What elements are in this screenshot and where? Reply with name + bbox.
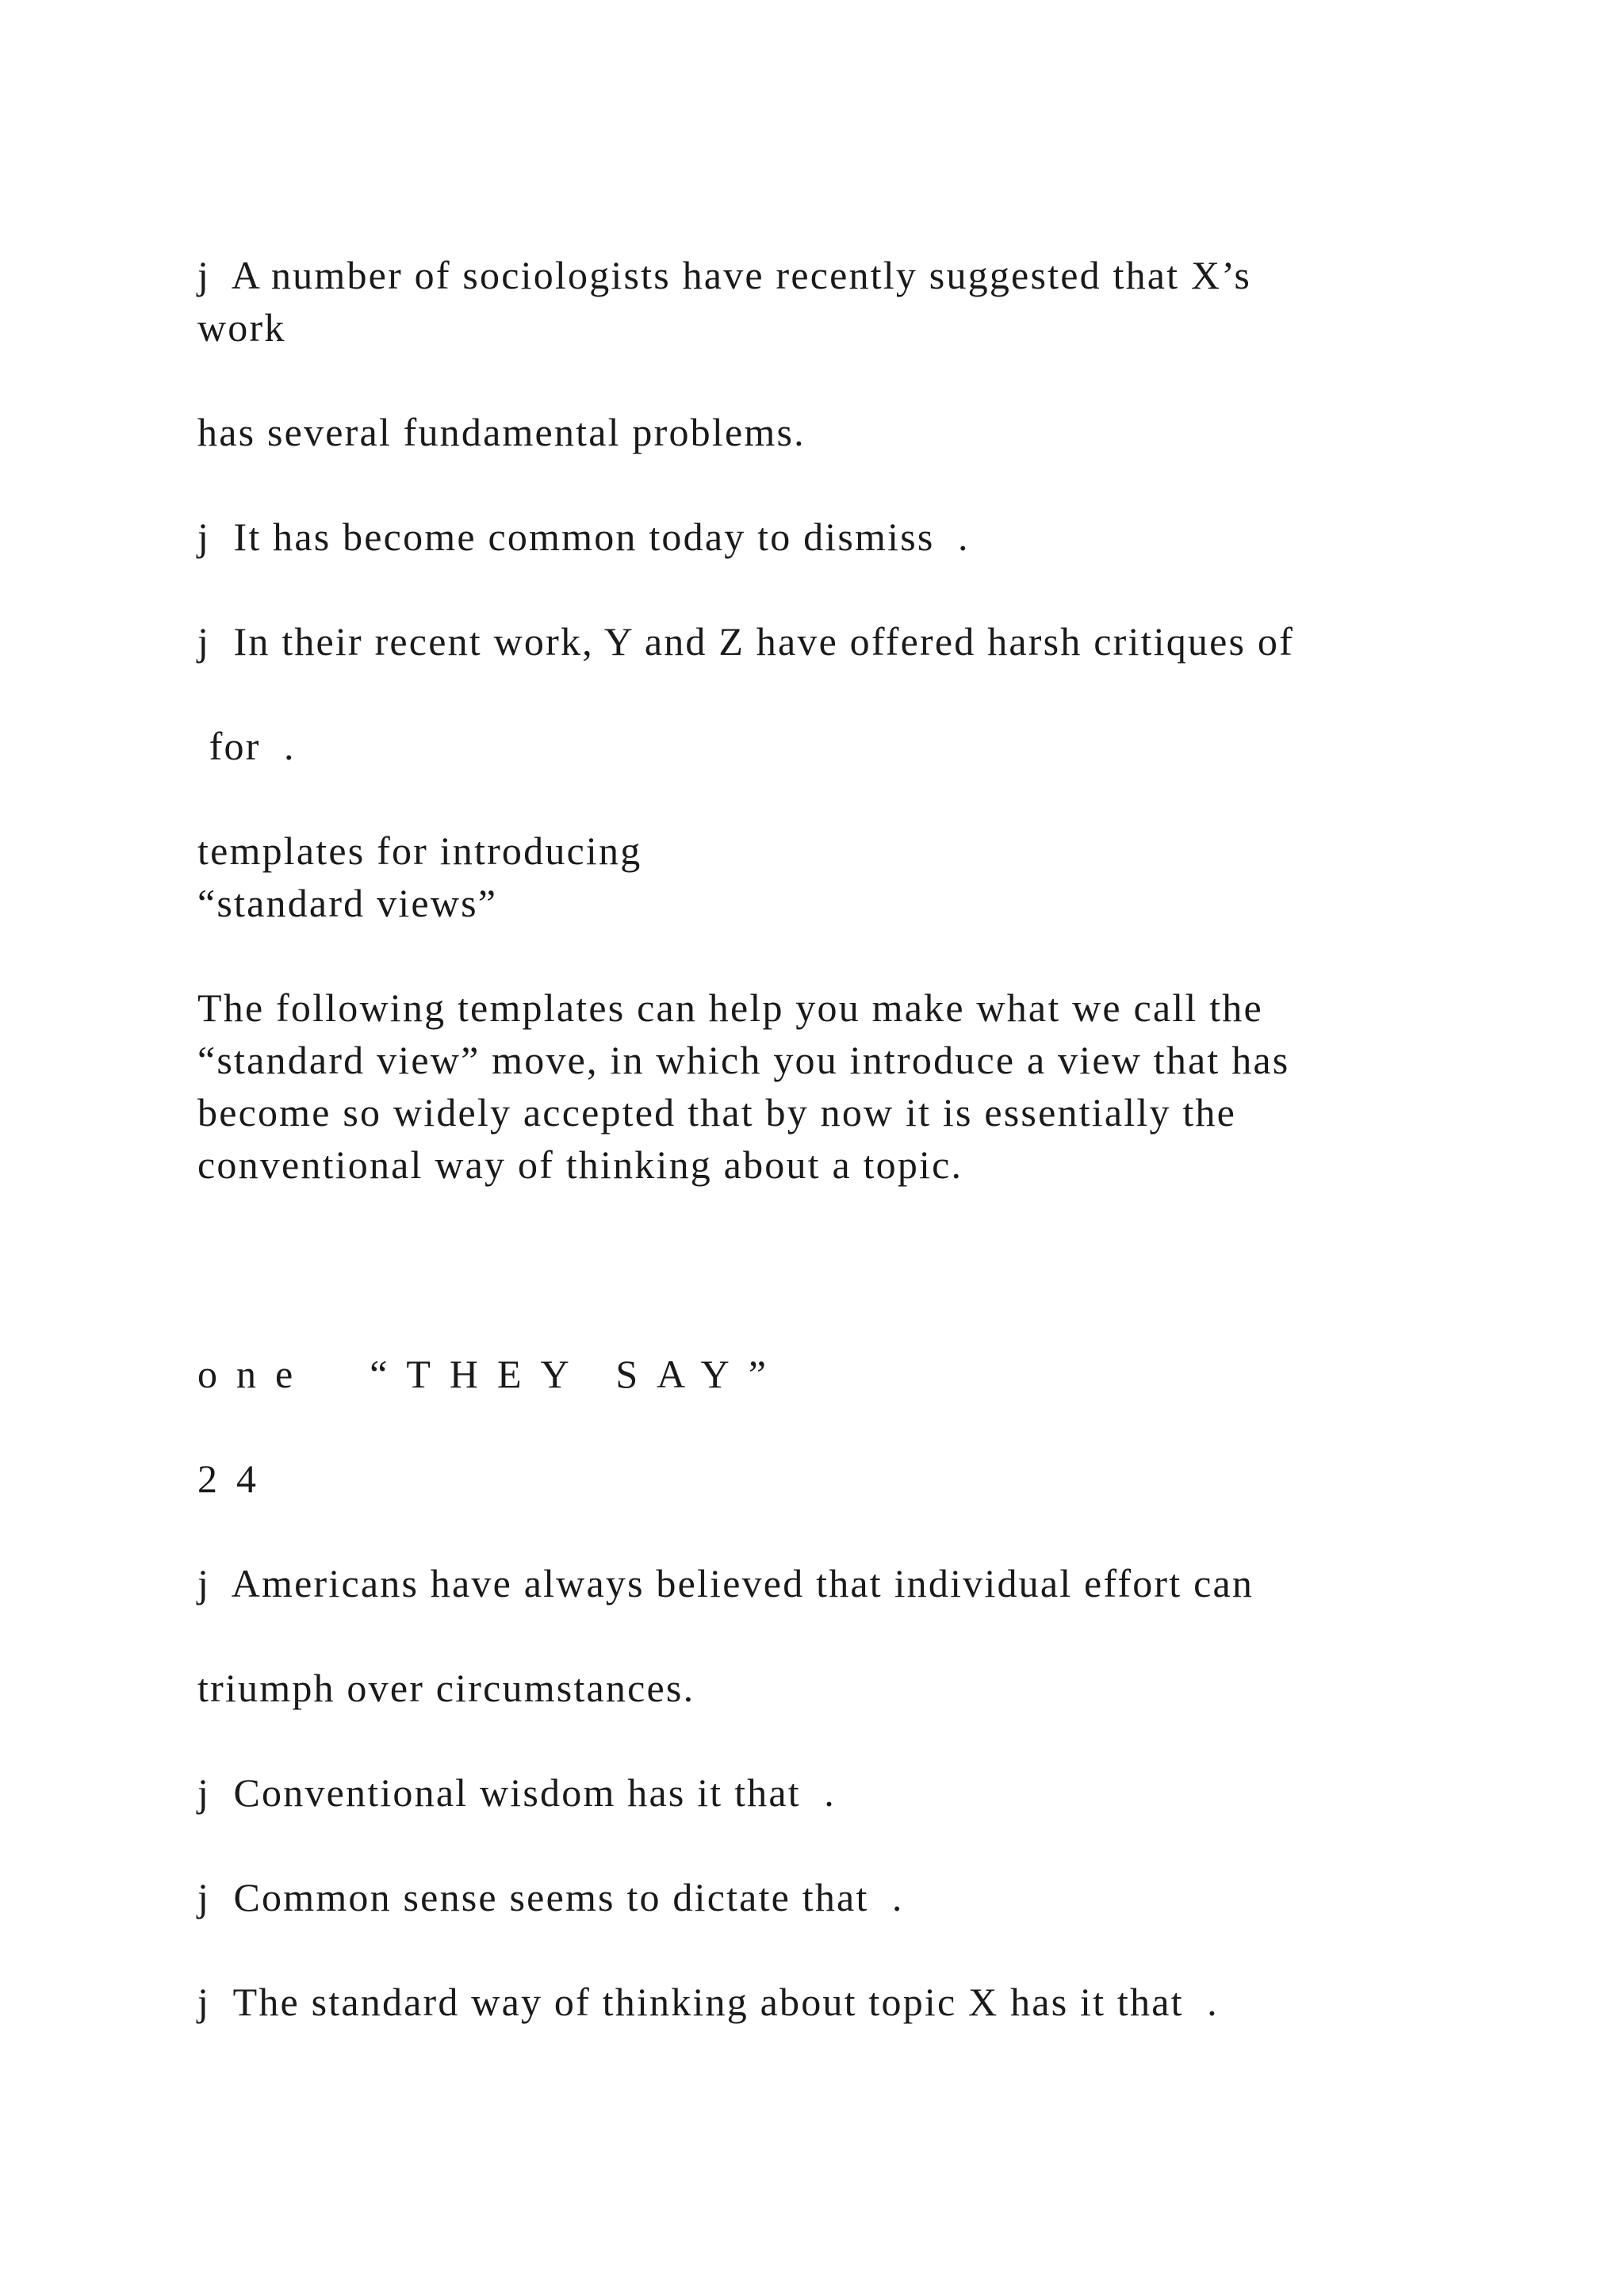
- template-line-critiques: j In their recent work, Y and Z have offered harsh critiques of: [197, 619, 1294, 664]
- template-line-common-sense: j Common sense seems to dictate that .: [197, 1875, 904, 1919]
- section-heading-continued: “standard views”: [197, 881, 498, 925]
- running-header: one “THEY SAY”: [197, 1352, 785, 1396]
- template-line-dismiss: j It has become common today to dismiss .: [197, 515, 970, 559]
- paragraph-line-2: “standard view” move, in which you introduce a view that has: [197, 1038, 1290, 1082]
- template-line-standard-way: j The standard way of thinking about topic X has it that .: [197, 1980, 1219, 2024]
- template-line-americans-end: triumph over circumstances.: [197, 1666, 695, 1710]
- template-line-critiques-end: for .: [197, 724, 296, 768]
- paragraph-line-1: The following templates can help you make what we call the: [197, 985, 1263, 1030]
- page-number: 24: [197, 1456, 275, 1501]
- template-line-americans: j Americans have always believed that individual effort can: [197, 1561, 1254, 1605]
- template-line-sociologists-end: has several fundamental problems.: [197, 410, 806, 454]
- paragraph-line-3: become so widely accepted that by now it is essentially the: [197, 1090, 1237, 1135]
- template-line-sociologists-continued: work: [197, 305, 286, 350]
- paragraph-line-4: conventional way of thinking about a topic.: [197, 1142, 963, 1187]
- template-line-conventional-wisdom: j Conventional wisdom has it that .: [197, 1770, 836, 1815]
- section-heading: templates for introducing: [197, 828, 642, 873]
- template-line-sociologists: j A number of sociologists have recently suggested that X’s: [197, 253, 1252, 297]
